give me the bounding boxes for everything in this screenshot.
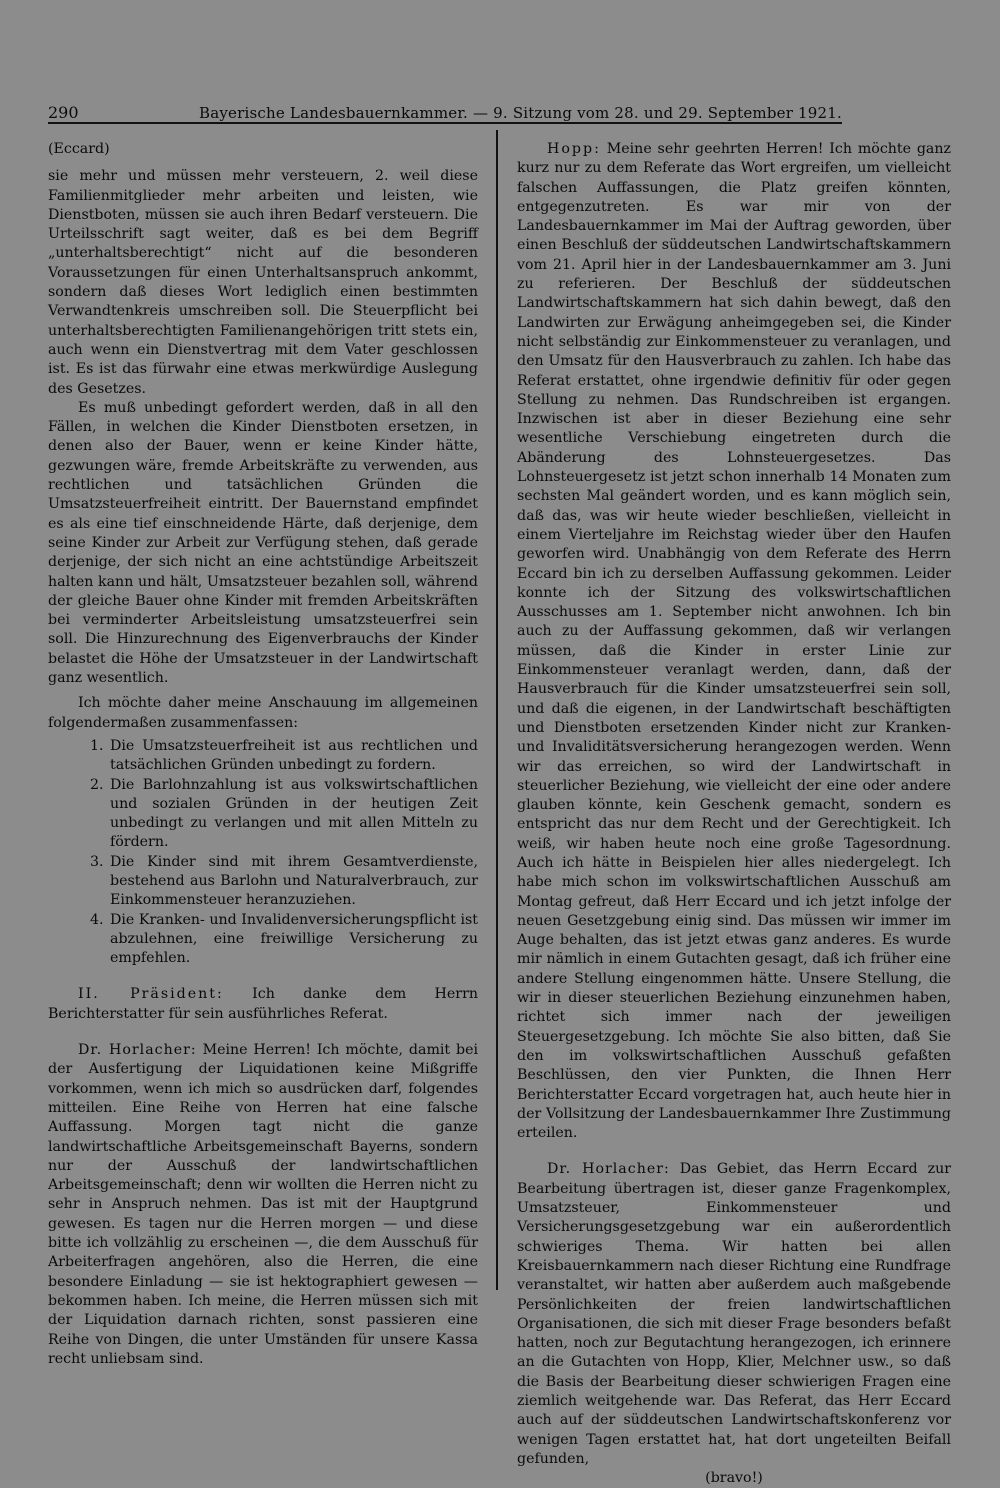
- speech-text: Meine Herren! Ich möchte, damit bei der Ausfertigung der Liquidationen keine Mißgriffe vorkommen, wenn ich mich so ausdrücken darf, folgendes mitteilen. Eine Reihe von Herren hat eine falsche Auffassung. Morgen tagt nicht die ganze landwirtschaftliche Arbeitsgemeinschaft Bayerns, sondern nur der Ausschuß der landwirtschaftlichen Arbeitsgemeinschaft; denn wir wollten die Herren nicht zu sehr in Anspruch nehmen. Das ist mit der Hauptgrund gewesen. Es tagen nur die Herren morgen — und diese bitte ich vollzählig zu erscheinen —, die dem Ausschuß für Arbeiterfragen angehören, also die Herren, die eine besondere Einladung — sie ist hektographiert gewesen — bekommen haben. Ich meine, die Herren müssen sich mit der Liquidation darnach richten, sonst passieren eine Reihe von Dingen, die unter Umständen für unsere Kassa recht unliebsam sind.: [48, 1042, 479, 1367]
- right-column: [517, 140, 951, 1488]
- list-item: 4. Die Kranken- und Invalidenversicherungspflicht ist abzulehnen, eine freiwillige Versicherung zu empfehlen.: [108, 911, 478, 969]
- speaker-continuation-label: (Eccard): [48, 141, 110, 157]
- speech-paragraph: [48, 985, 478, 1024]
- speech-text: Meine sehr geehrten Herren! Ich möchte ganz kurz nur zu dem Referate das Wort ergreifen, um vielleicht falschen Auffassungen, die Platz greifen könnten, entgegenzutreten. Es war mir von der Landesbauernkammer im Mai der Auftrag geworden, über einen Beschluß der süddeutschen Landwirtschaftskammern vom 21. April hier in der Landesbauernkammer am 3. Juni zu referieren. Der Beschluß der süddeutschen Landwirtschaftskammern hat sich dahin bewegt, daß den Landwirten zur Erwägung anheimgegeben sei, die Kinder nicht selbständig zur Einkommensteuer zu veranlagen, und den Umsatz für den Hausverbrauch zu zahlen. Ich habe das Referat erstattet, ohne irgendwie definitiv für oder gegen Stellung zu nehmen. Das Rundschreiben ist ergangen. Inzwischen ist aber in dieser Beziehung eine sehr wesentliche Verschiebung eingetreten durch die Abänderung des Lohnsteuergesetzes. Das Lohnsteuergesetz ist jetzt schon innerhalb 14 Monaten zum sechsten Mal geändert worden, und es kann möglich sein, daß das, was wir heute wieder beschließen, vielleicht in einem Vierteljahre im Reichstag wieder über den Haufen geworfen wird. Unabhängig von dem Referate des Herrn Eccard bin ich zu derselben Auffassung gekommen. Leider konnte ich der Sitzung des volkswirtschaftlichen Ausschusses am 1. September nicht anwohnen. Ich bin auch zu der Auffassung gekommen, daß wir verlangen müssen, daß die Kinder in erster Linie zur Einkommensteuer veranlagt werden, dann, daß der Hausverbrauch für die Kinder umsatzsteuerfrei sein soll, und daß die eigenen, in der Landwirtschaft beschäftigten und Dienstboten ersetzenden Kinder nicht zur Kranken- und Invaliditätsversicherung herangezogen werden. Wenn wir das erreichen, so wird der Landwirtschaft in steuerlicher Beziehung, wie vielleicht der eine oder andere glauben könnte, kein Geschenk gemacht, sondern es entspricht das nur dem Recht und der Gerechtigkeit. Ich weiß, wir haben heute noch eine große Tagesordnung. Auch ich hätte in Beispielen hier alles niedergelegt. Ich habe mich schon im volkswirtschaftlichen Ausschuß am Montag gefreut, daß Herr Eccard und ich jetzt infolge der neuen Gesetzgebung einig sind. Das müssen wir immer im Auge behalten, das ist jetzt etwas ganz anderes. Es wurde mir nämlich in einem Gutachten gesagt, daß ich früher eine andere Stellung eingenommen hätte. Unsere Stellung, die wir in dieser steuerlichen Beziehung einzunehmen haben, richtet sich immer nach der jeweiligen Steuergesetzgebung. Ich möchte Sie also bitten, daß Sie den im volkswirtschaftlichen Ausschuß gefaßten Beschlüssen, den vier Punkten, die Ihnen Herr Berichterstatter Eccard vorgetragen hat, auch heute hier in der Vollsitzung der Landesbauernkammer Ihre Zustimmung erteilen.: [517, 141, 952, 1142]
- speaker-name: II. Präsident:: [78, 986, 224, 1003]
- speech-paragraph: [48, 1041, 478, 1369]
- list-item: 1. Die Umsatzsteuerfreiheit ist aus rechtlichen und tatsächlichen Gründen unbedingt zu fordern.: [108, 737, 478, 776]
- list-item: 3. Die Kinder sind mit ihrem Gesamtverdienste, bestehend aus Barlohn und Naturalverbrauch, zur Einkommensteuer heranzuziehen.: [108, 853, 478, 911]
- paragraph: Es muß unbedingt gefordert werden, daß in all den Fällen, in welchen die Kinder Dienstboten ersetzen, in denen also der Bauer, wenn er keine Kinder hätte, gezwungen wäre, fremde Arbeitskräfte zu verwenden, aus rechtlichen und tatsächlichen Gründen die Umsatzsteuerfreiheit eintritt. Der Bauernstand empfindet es als eine tief einschneidende Härte, daß derjenige, dem seine Kinder zur Arbeit zur Verfügung stehen, daß gerade derjenige, der sich nicht an eine achtstündige Arbeitszeit halten kann und hält, Umsatzsteuer bezahlen soll, während der gleiche Bauer ohne Kinder mit fremden Arbeitskräften bei verminderter Arbeitsleistung umsatzsteuerfrei sein soll. Die Hinzurechnung des Eigenverbrauchs der Kinder belastet die Höhe der Umsatzsteuer in der Landwirtschaft ganz wesentlich.: [48, 399, 478, 687]
- speech-paragraph: [517, 140, 951, 1143]
- list-item: 2. Die Barlohnzahlung ist aus volkswirtschaftlichen und sozialen Gründen in der heutigen Zeit unbedingt zu verlangen und mit allen Mitteln zu fördern.: [108, 776, 478, 853]
- left-column: [48, 140, 478, 1369]
- speech-text: Ich danke dem Herrn Berichterstatter für sein ausführliches Referat.: [48, 986, 478, 1022]
- applause-note: (bravo!): [705, 1470, 763, 1487]
- speaker-name: Dr. Horlacher:: [547, 1161, 670, 1178]
- speech-text: Das Gebiet, das Herrn Eccard zur Bearbeitung übertragen ist, dieser ganze Fragenkomplex, Umsatzsteuer, Einkommensteuer und Versicherungsgesetzgebung war ein außerordentlich schwieriges Thema. Wir hatten bei allen Kreisbauernkammern nach dieser Richtung eine Rundfrage veranstaltet, wir hatten aber außerdem auch maßgebende Persönlichkeiten der freien landwirtschaftlichen Organisationen, die sich mit dieser Frage besonders befaßt hatten, noch zur Begutachtung herangezogen, ich erinnere an die Gutachten von Hopp, Klier, Melchner usw., so daß die Basis der Bearbeitung dieser schwierigen Fragen eine ziemlich weitgehende war. Das Referat, das Herr Eccard auch auf der süddeutschen Landwirtschaftskonferenz vor wenigen Tagen erstattet hat, hat dort ungeteilten Beifall gefunden,: [517, 1161, 951, 1467]
- numbered-list: [48, 737, 478, 969]
- page-number: 290: [48, 103, 79, 122]
- column-divider: [496, 130, 498, 1290]
- paragraph: sie mehr und müssen mehr versteuern, 2. weil diese Familienmitglieder mehr arbeiten und leisten, wie Dienstboten, müssen sie auch ihren Bedarf versteuern. Die Urteilsschrift sagt weiter, daß es bei dem Begriff „unterhaltsberechtigt“ nicht auf die besonderen Voraussetzungen für einen Unterhaltsanspruch ankommt, sondern daß dieses Wort lediglich einen bestimmten Verwandtenkreis umschreiben soll. Die Steuerpflicht bei unterhaltsberechtigten Familienangehörigen tritt stets ein, auch wenn ein Dienstvertrag mit dem Vater geschlossen ist. Es ist das fürwahr eine etwas merkwürdige Auslegung des Gesetzes.: [48, 168, 478, 397]
- speaker-name: Hopp:: [547, 141, 601, 157]
- header-title: Bayerische Landesbauernkammer. — 9. Sitzung vom 28. und 29. September 1921.: [199, 104, 842, 122]
- speech-paragraph: [517, 1160, 951, 1469]
- paragraph: Ich möchte daher meine Anschauung im allgemeinen folgendermaßen zusammenfassen:: [48, 695, 478, 731]
- running-header: [48, 96, 842, 124]
- speaker-name: Dr. Horlacher:: [78, 1042, 197, 1059]
